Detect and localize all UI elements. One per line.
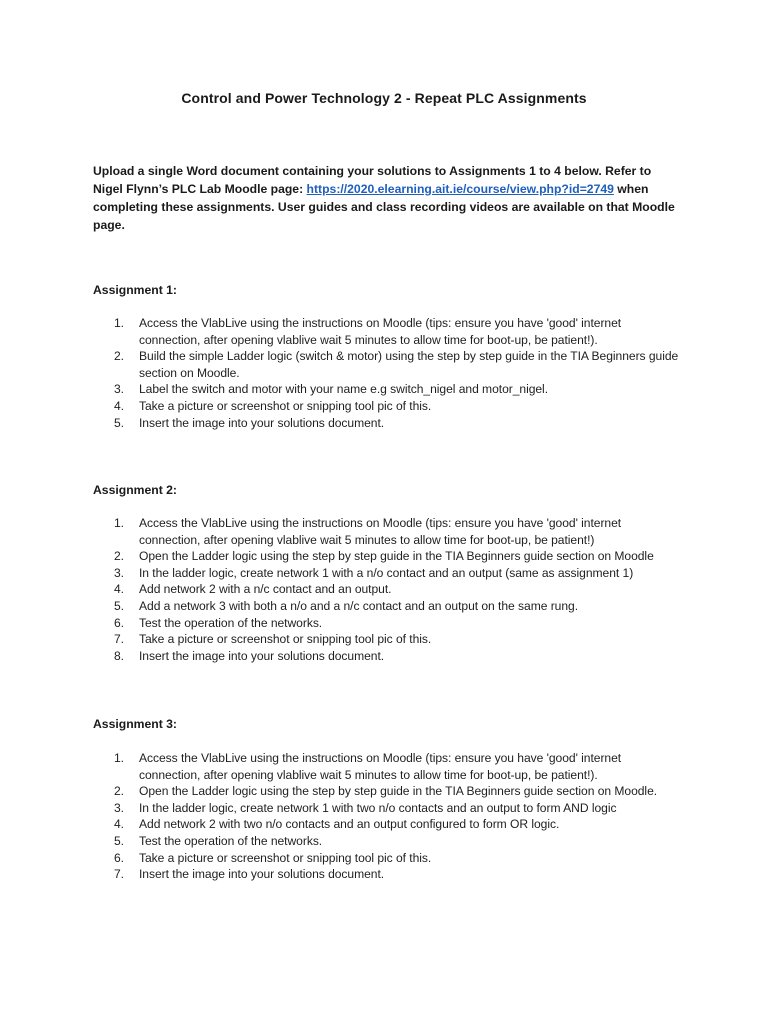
list-item-text: Take a picture or screenshot or snipping tool pic of this. bbox=[139, 850, 432, 865]
list-item bbox=[93, 315, 683, 348]
list-item-number: 6. bbox=[114, 850, 124, 865]
list-item bbox=[93, 348, 683, 381]
list-item-number: 3. bbox=[114, 565, 124, 580]
list-item bbox=[93, 598, 683, 615]
intro-text-before-link: Upload a single Word document containing your solutions to Assignments 1 to 4 below. Refer to Nigel Flynn’s PLC Lab Moodle page: bbox=[93, 164, 652, 196]
list-item bbox=[93, 581, 683, 598]
list-item-text: Add network 2 with two n/o contacts and an output configured to form OR logic. bbox=[139, 817, 560, 832]
page-title: Control and Power Technology 2 - Repeat PLC Assignments bbox=[181, 90, 587, 106]
list-item-number: 5. bbox=[114, 598, 124, 613]
assignment-1-list bbox=[93, 315, 683, 431]
list-item-text: Add a network 3 with both a n/o and a n/c contact and an output on the same rung. bbox=[139, 598, 579, 613]
list-item-number: 1. bbox=[114, 751, 124, 765]
list-item bbox=[93, 783, 683, 800]
list-item-text: Open the Ladder logic using the step by step guide in the TIA Beginners guide section on Moodle bbox=[139, 549, 654, 564]
list-item-number: 8. bbox=[114, 648, 124, 663]
list-item-number: 1. bbox=[114, 316, 124, 330]
intro-paragraph bbox=[93, 162, 683, 234]
list-item-number: 7. bbox=[114, 867, 124, 882]
list-item-text: Take a picture or screenshot or snipping tool pic of this. bbox=[139, 632, 432, 647]
assignment-3-list bbox=[93, 750, 683, 883]
list-item-text: Access the VlabLive using the instructions on Moodle (tips: ensure you have 'good' internet connection, after opening vlablive wait 5 minutes to allow time for boot-up, be patient!) bbox=[139, 516, 622, 547]
list-item bbox=[93, 415, 683, 432]
list-item-number: 7. bbox=[114, 632, 124, 647]
list-item-text: Open the Ladder logic using the step by step guide in the TIA Beginners guide section on Moodle. bbox=[139, 784, 658, 799]
list-item-number: 4. bbox=[114, 817, 124, 832]
list-item bbox=[93, 866, 683, 883]
list-item-text: Label the switch and motor with your name e.g switch_nigel and motor_nigel. bbox=[139, 382, 549, 397]
list-item-number: 2. bbox=[114, 549, 124, 564]
list-item-text: Access the VlabLive using the instructions on Moodle (tips: ensure you have 'good' internet connection, after opening vlablive wait 5 minutes to allow time for boot-up, be patient!). bbox=[139, 751, 622, 782]
list-item-number: 2. bbox=[114, 349, 124, 364]
list-item-text: In the ladder logic, create network 1 with two n/o contacts and an output to form AND logic bbox=[139, 800, 617, 815]
list-item bbox=[93, 631, 683, 648]
list-item bbox=[93, 648, 683, 665]
list-item bbox=[93, 850, 683, 867]
list-item-text: Insert the image into your solutions document. bbox=[139, 867, 385, 882]
list-item-number: 4. bbox=[114, 398, 124, 413]
list-item bbox=[93, 800, 683, 817]
assignment-2-heading: Assignment 2: bbox=[93, 483, 177, 497]
list-item bbox=[93, 565, 683, 582]
list-item-text: Build the simple Ladder logic (switch & motor) using the step by step guide in the TIA Beginners guide section on Moodle. bbox=[139, 349, 679, 380]
list-item bbox=[93, 833, 683, 850]
assignment-3-heading: Assignment 3: bbox=[93, 717, 177, 731]
list-item bbox=[93, 381, 683, 398]
list-item-number: 5. bbox=[114, 415, 124, 430]
list-item-number: 5. bbox=[114, 833, 124, 848]
list-item-number: 6. bbox=[114, 615, 124, 630]
list-item-text: Access the VlabLive using the instructions on Moodle (tips: ensure you have 'good' internet connection, after opening vlablive wait 5 minutes to allow time for boot-up, be patient!). bbox=[139, 316, 622, 347]
list-item bbox=[93, 515, 683, 548]
list-item-text: Add network 2 with a n/c contact and an output. bbox=[139, 582, 392, 597]
list-item bbox=[93, 615, 683, 632]
list-item-text: In the ladder logic, create network 1 with a n/o contact and an output (same as assignment 1) bbox=[139, 565, 634, 580]
list-item bbox=[93, 548, 683, 565]
list-item-text: Test the operation of the networks. bbox=[139, 833, 323, 848]
list-item-text: Insert the image into your solutions document. bbox=[139, 648, 385, 663]
list-item-number: 4. bbox=[114, 582, 124, 597]
moodle-course-link[interactable]: https://2020.elearning.ait.ie/course/view.php?id=2749 bbox=[306, 182, 614, 196]
list-item-text: Insert the image into your solutions document. bbox=[139, 415, 385, 430]
assignment-1-heading: Assignment 1: bbox=[93, 283, 177, 297]
intro-text-after-link: when completing these assignments. User guides and class recording videos are available on that Moodle page. bbox=[93, 182, 675, 232]
assignment-2-list bbox=[93, 515, 683, 664]
list-item-number: 3. bbox=[114, 800, 124, 815]
list-item-text: Test the operation of the networks. bbox=[139, 615, 323, 630]
list-item-number: 1. bbox=[114, 516, 124, 530]
list-item-text: Take a picture or screenshot or snipping tool pic of this. bbox=[139, 398, 432, 413]
list-item bbox=[93, 750, 683, 783]
list-item-number: 2. bbox=[114, 784, 124, 799]
list-item-number: 3. bbox=[114, 382, 124, 397]
list-item bbox=[93, 816, 683, 833]
list-item bbox=[93, 398, 683, 415]
